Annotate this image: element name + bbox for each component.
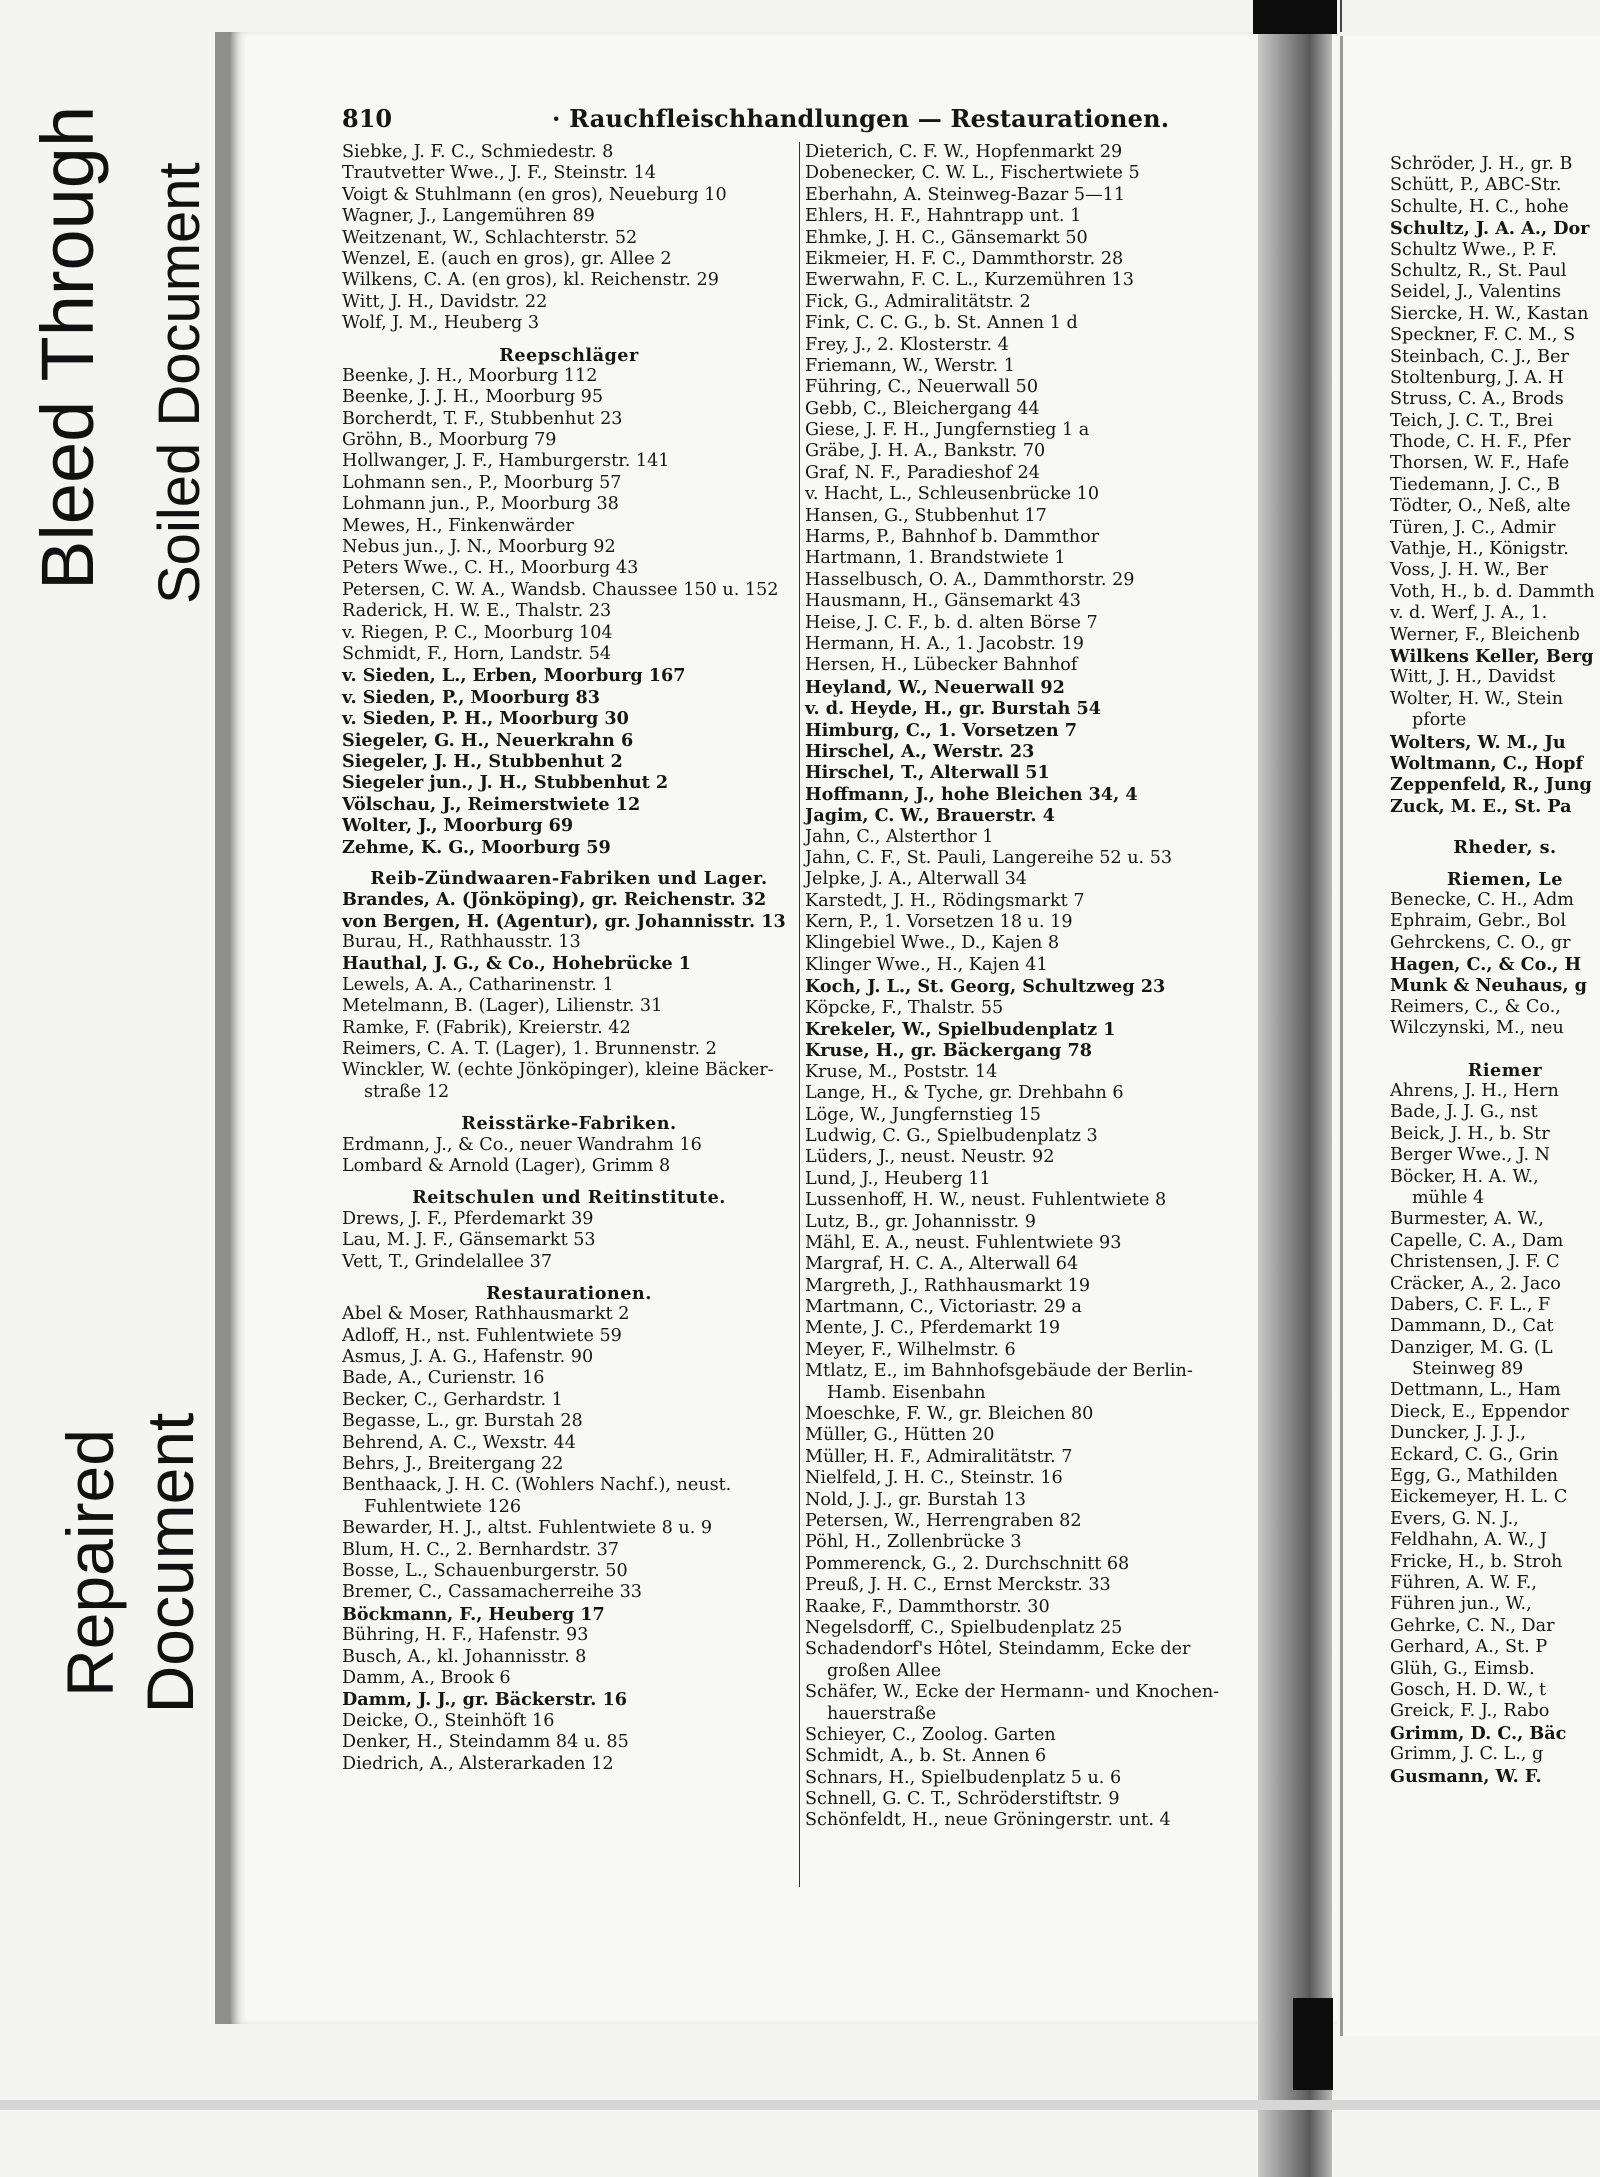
directory-entry: Borcherdt, T. F., Stubbenhut 23 — [342, 408, 623, 429]
directory-entry: Adloff, H., nst. Fuhlentwiete 59 — [342, 1325, 622, 1346]
directory-entry: Müller, H. F., Admiralitätstr. 7 — [805, 1446, 1073, 1467]
scan-edge-marker-top — [1253, 0, 1337, 34]
directory-entry: Beenke, J. J. H., Moorburg 95 — [342, 387, 604, 408]
directory-entry: Lüders, J., neust. Neustr. 92 — [805, 1147, 1055, 1168]
directory-entry: Schnars, H., Spielbudenplatz 5 u. 6 — [805, 1767, 1122, 1788]
directory-entry: Steinweg 89 — [1412, 1359, 1524, 1380]
directory-entry: Eckard, C. G., Grin — [1390, 1444, 1559, 1465]
directory-entry: Fick, G., Admiralitätstr. 2 — [805, 291, 1031, 312]
directory-entry: Margraf, H. C. A., Alterwall 64 — [805, 1254, 1079, 1275]
directory-entry: Lohmann jun., P., Moorburg 38 — [342, 494, 619, 515]
directory-entry: Jahn, C. F., St. Pauli, Langereihe 52 u. 53 — [805, 847, 1173, 868]
directory-entry: Meyer, F., Wilhelmstr. 6 — [805, 1339, 1016, 1360]
directory-entry: Steinbach, C. J., Ber — [1390, 346, 1569, 367]
spacer — [342, 858, 796, 868]
directory-entry: Schultz Wwe., P. F. — [1390, 239, 1557, 260]
directory-entry: Thorsen, W. F., Hafe — [1390, 453, 1570, 474]
directory-entry: Ramke, F. (Fabrik), Kreierstr. 42 — [342, 1017, 631, 1038]
directory-entry: Munk & Neuhaus, g — [1390, 975, 1587, 997]
directory-entry: Nielfeld, J. H. C., Steinstr. 16 — [805, 1468, 1063, 1489]
spacer — [1390, 817, 1600, 827]
directory-entry: Teich, J. C. T., Brei — [1390, 410, 1553, 431]
spacer — [1390, 859, 1600, 869]
scan-edge-marker-bottom — [1293, 1998, 1333, 2090]
directory-entry: Berger Wwe., J. N — [1390, 1145, 1551, 1166]
directory-entry: Petersen, C. W. A., Wandsb. Chaussee 150 u. 152 — [342, 579, 779, 600]
directory-entry: Diedrich, A., Alsterarkaden 12 — [342, 1753, 614, 1774]
directory-entry: Bühring, H. F., Hafenstr. 93 — [342, 1625, 589, 1646]
directory-entry: Gräbe, J. H. A., Bankstr. 70 — [805, 441, 1046, 462]
bleed-through-label: Bleed Through — [26, 105, 109, 590]
directory-entry: Hauthal, J. G., & Co., Hohebrücke 1 — [342, 953, 692, 975]
directory-entry: Lohmann sen., P., Moorburg 57 — [342, 472, 622, 493]
directory-entry: Martmann, C., Victoriastr. 29 a — [805, 1297, 1082, 1318]
directory-entry: Dabers, C. F. L., F — [1390, 1294, 1551, 1315]
directory-entry: Friemann, W., Werstr. 1 — [805, 355, 1015, 376]
directory-entry: Voth, H., b. d. Dammth — [1390, 581, 1595, 602]
directory-entry: Dammann, D., Cat — [1390, 1316, 1554, 1337]
directory-entry: Schadendorf's Hôtel, Steindamm, Ecke der — [805, 1639, 1191, 1660]
directory-entry: Metelmann, B. (Lager), Lilienstr. 31 — [342, 996, 663, 1017]
directory-entry: Schönfeldt, H., neue Gröningerstr. unt. 4 — [805, 1810, 1171, 1831]
directory-entry: Mente, J. C., Pferdemarkt 19 — [805, 1318, 1061, 1339]
directory-entry: Grimm, D. C., Bäc — [1390, 1722, 1567, 1744]
directory-entry: Tiedemann, J. C., B — [1390, 474, 1560, 495]
directory-entry: Grimm, J. C. L., g — [1390, 1744, 1544, 1765]
directory-entry: Beick, J. H., b. Str — [1390, 1123, 1550, 1144]
directory-entry: Fink, C. C. G., b. St. Annen 1 d — [805, 313, 1078, 334]
directory-entry: Gehrckens, C. O., gr — [1390, 932, 1571, 953]
directory-entry: Vathje, H., Königstr. — [1390, 539, 1569, 560]
directory-entry: Behrs, J., Breitergang 22 — [342, 1454, 564, 1475]
directory-entry: Pommerenck, G., 2. Durchschnitt 68 — [805, 1553, 1130, 1574]
soiled-document-label: Soiled Document — [147, 162, 212, 604]
directory-entry: Fricke, H., b. Stroh — [1390, 1551, 1563, 1572]
directory-entry: Eikmeier, H. F. C., Dammthorstr. 28 — [805, 248, 1124, 269]
directory-entry: Kruse, H., gr. Bäckergang 78 — [805, 1040, 1092, 1062]
directory-entry: Bade, J. J. G., nst — [1390, 1102, 1538, 1123]
directory-entry: Hansen, G., Stubbenhut 17 — [805, 505, 1047, 526]
directory-entry: Deicke, O., Steinhöft 16 — [342, 1710, 555, 1731]
directory-entry: Hasselbusch, O. A., Dammthorstr. 29 — [805, 569, 1135, 590]
directory-entry: Siegeler jun., J. H., Stubbenhut 2 — [342, 772, 669, 794]
directory-entry: Hirschel, A., Werstr. 23 — [805, 740, 1035, 762]
directory-entry: Schäfer, W., Ecke der Hermann- und Knochen- — [805, 1682, 1220, 1703]
directory-entry: Damm, J. J., gr. Bäckerstr. 16 — [342, 1689, 627, 1711]
directory-entry: Beenke, J. H., Moorburg 112 — [342, 365, 598, 386]
directory-entry: Wilkens Keller, Berg — [1390, 645, 1594, 667]
directory-entry: Wagner, J., Langemühren 89 — [342, 206, 595, 227]
directory-entry: Preuß, J. H. C., Ernst Merckstr. 33 — [805, 1575, 1111, 1596]
directory-entry: Eickemeyer, H. L. C — [1390, 1487, 1568, 1508]
directory-entry: Siegeler, J. H., Stubbenhut 2 — [342, 750, 623, 772]
directory-entry: Voigt & Stuhlmann (en gros), Neueburg 10 — [342, 184, 727, 205]
directory-entry: Klingebiel Wwe., D., Kajen 8 — [805, 933, 1060, 954]
directory-entry: Heyland, W., Neuerwall 92 — [805, 676, 1065, 698]
directory-entry: Seidel, J., Valentins — [1390, 282, 1562, 303]
directory-column-right — [805, 142, 1275, 1832]
section-heading: Restaurationen. — [486, 1282, 652, 1304]
directory-entry: Woltmann, C., Hopf — [1390, 752, 1584, 774]
directory-entry: Pöhl, H., Zollenbrücke 3 — [805, 1532, 1022, 1553]
directory-entry: Hirschel, T., Alterwall 51 — [805, 762, 1050, 784]
column-divider — [799, 142, 800, 1887]
directory-entry: Gröhn, B., Moorburg 79 — [342, 430, 557, 451]
directory-entry: Voss, J. H. W., Ber — [1390, 560, 1548, 581]
directory-entry: Fuhlentwiete 126 — [364, 1496, 522, 1517]
directory-entry: Hartmann, 1. Brandstwiete 1 — [805, 548, 1066, 569]
directory-entry: Werner, F., Bleichenb — [1390, 624, 1580, 645]
directory-entry: Tödter, O., Neß, alte — [1390, 496, 1571, 517]
directory-entry: Löge, W., Jungfernstieg 15 — [805, 1104, 1041, 1125]
directory-entry: Hagen, C., & Co., H — [1390, 954, 1582, 976]
directory-entry: Himburg, C., 1. Vorsetzen 7 — [805, 719, 1078, 741]
directory-entry: Denker, H., Steindamm 84 u. 85 — [342, 1732, 629, 1753]
directory-entry: Speckner, F. C. M., S — [1390, 325, 1576, 346]
directory-entry: Führing, C., Neuerwall 50 — [805, 377, 1039, 398]
directory-entry: Köpcke, F., Thalstr. 55 — [805, 997, 1004, 1018]
directory-entry: Blum, H. C., 2. Bernhardstr. 37 — [342, 1539, 619, 1560]
directory-entry: Wolters, W. M., Ju — [1390, 731, 1566, 753]
directory-entry: Schultz, J. A. A., Dor — [1390, 218, 1590, 240]
directory-entry: Mähl, E. A., neust. Fuhlentwiete 93 — [805, 1232, 1122, 1253]
directory-entry: Stoltenburg, J. A. H — [1390, 367, 1564, 388]
directory-entry: Dettmann, L., Ham — [1390, 1380, 1561, 1401]
directory-entry: Vett, T., Grindelallee 37 — [342, 1251, 553, 1272]
directory-entry: v. Hacht, L., Schleusenbrücke 10 — [805, 484, 1100, 505]
directory-entry: Duncker, J. J. J., — [1390, 1423, 1526, 1444]
directory-entry: Capelle, C. A., Dam — [1390, 1230, 1564, 1251]
directory-entry: Wenzel, E. (auch en gros), gr. Allee 2 — [342, 248, 672, 269]
directory-entry: Peters Wwe., C. H., Moorburg 43 — [342, 558, 639, 579]
directory-entry: Klinger Wwe., H., Kajen 41 — [805, 954, 1048, 975]
section-heading: Reib-Zündwaaren-Fabriken und Lager. — [370, 867, 768, 889]
directory-entry: Hoffmann, J., hohe Bleichen 34, 4 — [805, 783, 1138, 805]
directory-entry: Bremer, C., Cassamacherreihe 33 — [342, 1582, 642, 1603]
directory-entry: Gehrke, C. N., Dar — [1390, 1615, 1555, 1636]
spacer — [342, 1273, 796, 1283]
directory-entry: Reimers, C. A. T. (Lager), 1. Brunnenstr. 2 — [342, 1039, 717, 1060]
directory-entry: Gerhard, A., St. P — [1390, 1637, 1548, 1658]
spacer — [1390, 1050, 1600, 1060]
spacer — [1390, 1040, 1600, 1050]
directory-entry: Wolf, J. M., Heuberg 3 — [342, 313, 540, 334]
scan-edge-tick — [1340, 0, 1342, 32]
directory-entry: Lange, H., & Tyche, gr. Drehbahn 6 — [805, 1083, 1124, 1104]
directory-entry: mühle 4 — [1412, 1187, 1485, 1208]
directory-entry: Wolter, J., Moorburg 69 — [342, 815, 574, 837]
directory-entry: Struss, C. A., Brods — [1390, 389, 1564, 410]
directory-entry: Gosch, H. D. W., t — [1390, 1679, 1547, 1700]
directory-entry: Hermann, H. A., 1. Jacobstr. 19 — [805, 633, 1084, 654]
directory-entry: Bewarder, H. J., altst. Fuhlentwiete 8 u. 9 — [342, 1518, 713, 1539]
directory-entry: Trautvetter Wwe., J. F., Steinstr. 14 — [342, 163, 657, 184]
section-heading: Riemen, Le — [1447, 868, 1563, 890]
directory-entry: Abel & Moser, Rathhausmarkt 2 — [342, 1304, 630, 1325]
directory-entry: Kern, P., 1. Vorsetzen 18 u. 19 — [805, 912, 1073, 933]
directory-entry: Zuck, M. E., St. Pa — [1390, 795, 1572, 817]
directory-entry: Weitzenant, W., Schlachterstr. 52 — [342, 227, 638, 248]
directory-entry: Burmester, A. W., — [1390, 1209, 1545, 1230]
directory-entry: Glüh, G., Eimsb. — [1390, 1658, 1535, 1679]
directory-entry: Ehmke, J. H. C., Gänsemarkt 50 — [805, 227, 1088, 248]
directory-entry: Reimers, C., & Co., — [1390, 996, 1561, 1017]
section-heading: Riemer — [1467, 1059, 1543, 1081]
directory-entry: Koch, J. L., St. Georg, Schultzweg 23 — [805, 976, 1166, 998]
directory-entry: Hamb. Eisenbahn — [827, 1382, 986, 1403]
directory-entry: Wolter, H. W., Stein — [1390, 688, 1564, 709]
directory-entry: Dobenecker, C. W. L., Fischertwiete 5 — [805, 163, 1140, 184]
directory-entry: Kruse, M., Poststr. 14 — [805, 1061, 998, 1082]
directory-entry: Raake, F., Dammthorstr. 30 — [805, 1596, 1050, 1617]
directory-entry: Becker, C., Gerhardstr. 1 — [342, 1389, 563, 1410]
directory-entry: v. Riegen, P. C., Moorburg 104 — [342, 622, 613, 643]
directory-entry: Frey, J., 2. Klosterstr. 4 — [805, 334, 1009, 355]
directory-entry: Lund, J., Heuberg 11 — [805, 1168, 991, 1189]
directory-entry: Hollwanger, J. F., Hamburgerstr. 141 — [342, 451, 670, 472]
directory-entry: Führen, A. W. F., — [1390, 1573, 1537, 1593]
spacer — [342, 1177, 796, 1187]
directory-entry: Nebus jun., J. N., Moorburg 92 — [342, 537, 616, 558]
directory-entry: Erdmann, J., & Co., neuer Wandrahm 16 — [342, 1134, 702, 1155]
directory-entry: Lau, M. J. F., Gänsemarkt 53 — [342, 1230, 596, 1251]
directory-entry: Karstedt, J. H., Rödingsmarkt 7 — [805, 890, 1085, 911]
directory-entry: Führen jun., W., — [1390, 1594, 1532, 1615]
directory-entry: Zeppenfeld, R., Jung — [1390, 774, 1592, 796]
directory-entry: v. Sieden, L., Erben, Moorburg 167 — [342, 665, 686, 687]
directory-entry: Moeschke, F. W., gr. Bleichen 80 — [805, 1404, 1094, 1425]
directory-entry: Benthaack, J. H. C. (Wohlers Nachf.), neust. — [342, 1475, 732, 1496]
directory-entry: Ludwig, C. G., Spielbudenplatz 3 — [805, 1125, 1098, 1146]
directory-entry: Dieck, E., Eppendor — [1390, 1401, 1569, 1422]
directory-entry: Jagim, C. W., Brauerstr. 4 — [805, 805, 1055, 827]
directory-entry: Graf, N. F., Paradieshof 24 — [805, 462, 1040, 483]
directory-entry: Türen, J. C., Admir — [1390, 517, 1556, 538]
directory-entry: v. d. Heyde, H., gr. Burstah 54 — [805, 698, 1102, 720]
directory-entry: Ewerwahn, F. C. L., Kurzemühren 13 — [805, 270, 1134, 291]
directory-entry: Negelsdorff, C., Spielbudenplatz 25 — [805, 1617, 1123, 1638]
directory-column-left — [342, 142, 796, 1775]
directory-entry: Böckmann, F., Heuberg 17 — [342, 1603, 605, 1625]
directory-entry: Heise, J. C. F., b. d. alten Börse 7 — [805, 612, 1098, 633]
directory-entry: Busch, A., kl. Johannisstr. 8 — [342, 1646, 587, 1667]
directory-entry: Jelpke, J. A., Alterwall 34 — [805, 869, 1027, 890]
directory-entry: Evers, G. N. J., — [1390, 1508, 1519, 1529]
directory-entry: Ahrens, J. H., Hern — [1390, 1081, 1559, 1102]
directory-entry: Witt, J. H., Davidst — [1390, 667, 1556, 688]
directory-entry: Damm, A., Brook 6 — [342, 1667, 511, 1688]
directory-entry: Drews, J. F., Pferdemarkt 39 — [342, 1208, 594, 1229]
directory-entry: Bade, A., Curienstr. 16 — [342, 1368, 545, 1389]
directory-entry: v. d. Werf, J. A., 1. — [1390, 603, 1548, 624]
directory-entry: Böcker, H. A. W., — [1390, 1166, 1539, 1187]
directory-entry: Burau, H., Rathhausstr. 13 — [342, 932, 581, 953]
directory-entry: Mewes, H., Finkenwärder — [342, 515, 574, 536]
directory-entry: Schieyer, C., Zoolog. Garten — [805, 1724, 1056, 1745]
directory-entry: Schröder, J. H., gr. B — [1390, 154, 1573, 174]
directory-entry: Wilkens, C. A. (en gros), kl. Reichenstr. 29 — [342, 270, 719, 291]
directory-entry: Danziger, M. G. (L — [1390, 1337, 1553, 1358]
directory-entry: Begasse, L., gr. Burstah 28 — [342, 1411, 583, 1432]
directory-entry: Harms, P., Bahnhof b. Dammthor — [805, 527, 1100, 548]
directory-entry: Schütt, P., ABC-Str. — [1390, 175, 1562, 196]
directory-entry: großen Allee — [827, 1660, 942, 1681]
directory-entry: v. Sieden, P., Moorburg 83 — [342, 686, 601, 708]
directory-entry: Schnell, G. C. T., Schröderstiftstr. 9 — [805, 1789, 1120, 1810]
directory-entry: Krekeler, W., Spielbudenplatz 1 — [805, 1019, 1116, 1041]
directory-entry: Siercke, H. W., Kastan — [1390, 303, 1589, 324]
directory-entry: von Bergen, H. (Agentur), gr. Johannisstr. 13 — [342, 910, 786, 932]
spacer — [342, 1103, 796, 1113]
directory-entry: Eberhahn, A. Steinweg-Bazar 5—11 — [805, 184, 1126, 205]
directory-entry: Giese, J. F. H., Jungfernstieg 1 a — [805, 420, 1090, 441]
directory-entry: Gebb, C., Bleichergang 44 — [805, 398, 1040, 419]
directory-entry: Benecke, C. H., Adm — [1390, 889, 1574, 910]
directory-entry: Witt, J. H., Davidstr. 22 — [342, 291, 548, 312]
directory-entry: Schultz, R., St. Paul — [1390, 260, 1567, 281]
directory-entry: straße 12 — [364, 1081, 450, 1102]
directory-entry: v. Sieden, P. H., Moorburg 30 — [342, 708, 629, 730]
directory-entry: Nold, J. J., gr. Burstah 13 — [805, 1489, 1026, 1510]
section-heading: Rheder, s. — [1453, 837, 1557, 859]
directory-entry: Dieterich, C. F. W., Hopfenmarkt 29 — [805, 142, 1123, 162]
directory-entry: Hersen, H., Lübecker Bahnhof — [805, 655, 1078, 676]
directory-entry: Feldhahn, A. W., J — [1390, 1530, 1547, 1551]
directory-entry: Schmidt, A., b. St. Annen 6 — [805, 1746, 1047, 1767]
directory-entry: Egg, G., Mathilden — [1390, 1466, 1558, 1487]
directory-entry: Schulte, H. C., hohe — [1390, 196, 1569, 217]
directory-entry: Jahn, C., Alsterthor 1 — [805, 826, 994, 847]
page-number: 810 — [342, 104, 393, 133]
directory-entry: Wilczynski, M., neu — [1390, 1018, 1564, 1039]
directory-entry: Asmus, J. A. G., Hafenstr. 90 — [342, 1347, 594, 1368]
directory-entry: Hausmann, H., Gänsemarkt 43 — [805, 591, 1081, 612]
page-header — [342, 100, 1242, 136]
facing-page-column — [1390, 154, 1600, 1787]
directory-entry: Raderick, H. W. E., Thalstr. 23 — [342, 601, 612, 622]
directory-entry: hauerstraße — [827, 1703, 937, 1724]
directory-entry: Gusmann, W. F. — [1390, 1765, 1542, 1787]
directory-entry: Petersen, W., Herrengraben 82 — [805, 1511, 1082, 1531]
directory-entry: Lutz, B., gr. Johannisstr. 9 — [805, 1211, 1036, 1232]
directory-entry: Lewels, A. A., Catharinenstr. 1 — [342, 974, 614, 995]
directory-entry: Bosse, L., Schauenburgerstr. 50 — [342, 1561, 628, 1581]
document-label: Document — [133, 1412, 207, 1714]
scan-bottom-edge — [0, 2100, 1600, 2110]
section-heading: Reisstärke-Fabriken. — [461, 1113, 677, 1135]
directory-entry: Margreth, J., Rathhausmarkt 19 — [805, 1275, 1091, 1296]
directory-entry: Ehlers, H. F., Hahntrapp unt. 1 — [805, 206, 1082, 227]
page-title: · Rauchfleischhandlungen — Restaurationen. — [552, 104, 1170, 133]
directory-entry: Lussenhoff, H. W., neust. Fuhlentwiete 8 — [805, 1190, 1167, 1211]
directory-entry: Siegeler, G. H., Neuerkrahn 6 — [342, 729, 634, 751]
section-heading: Reepschläger — [499, 344, 639, 366]
directory-entry: Thode, C. H. F., Pfer — [1390, 432, 1571, 453]
directory-entry: Christensen, J. F. C — [1390, 1252, 1560, 1273]
directory-entry: Behrend, A. C., Wexstr. 44 — [342, 1432, 576, 1453]
repaired-label: Repaired — [53, 1429, 127, 1697]
section-heading: Reitschulen und Reitinstitute. — [412, 1187, 726, 1209]
directory-entry: Lombard & Arnold (Lager), Grimm 8 — [342, 1155, 671, 1176]
directory-entry: pforte — [1412, 710, 1467, 731]
spacer — [1390, 827, 1600, 837]
directory-entry: Schmidt, F., Horn, Landstr. 54 — [342, 643, 612, 664]
directory-entry: Siebke, J. F. C., Schmiedestr. 8 — [342, 142, 614, 162]
directory-entry: Ephraim, Gebr., Bol — [1390, 911, 1566, 932]
spacer — [342, 335, 796, 345]
directory-entry: Müller, G., Hütten 20 — [805, 1425, 995, 1446]
directory-entry: Cräcker, A., 2. Jaco — [1390, 1273, 1561, 1294]
directory-entry: Völschau, J., Reimerstwiete 12 — [342, 793, 641, 815]
directory-entry: Mtlatz, E., im Bahnhofsgebäude der Berlin- — [805, 1361, 1193, 1382]
directory-entry: Brandes, A. (Jönköping), gr. Reichenstr. 32 — [342, 889, 767, 911]
directory-entry: Zehme, K. G., Moorburg 59 — [342, 836, 611, 858]
directory-entry: Winckler, W. (echte Jönköpinger), kleine Bäcker- — [342, 1060, 774, 1081]
directory-entry: Greick, F. J., Rabo — [1390, 1701, 1550, 1722]
